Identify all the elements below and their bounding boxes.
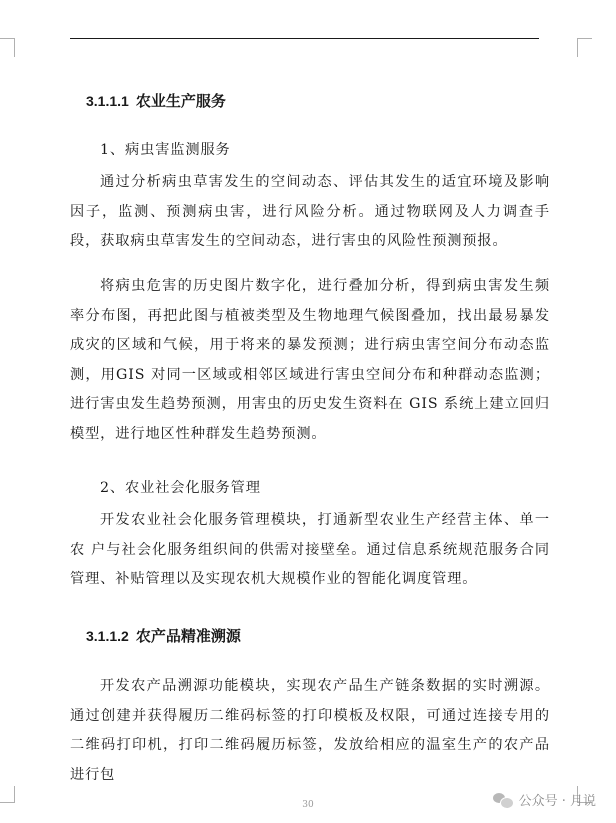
section-title: 农产品精准溯源 [135, 628, 241, 645]
paragraph: 将病虫危害的历史图片数字化，进行叠加分析，得到病虫害发生频率分布图，再把此图与植被类型及生物地理气候图叠加，找出最易暴发成灾的区域和气候，用于将来的暴发预测；进行病虫害空间分布动态监测，用GIS 对同一区域或相邻区域进行害虫空间分布和种群动态监测；进行害虫发生趋势预测，用害虫的历史发生资料在 GIS 系统上建立回归模型，进行地区性种群发生趋势预测。 [70, 278, 550, 442]
page-number: 30 [302, 800, 314, 810]
paragraph: 通过分析病虫草害发生的空间动态、评估其发生的适宜环境及影响因子，监测、预测病虫害，进行风险分析。通过物联网及人力调查手段，获取病虫草害发生的空间动态，进行害虫的风险性预测预报。 [70, 174, 550, 250]
watermark-text: 公众号 · 月说 [518, 794, 596, 809]
paragraph: 开发农业社会化服务管理模块，打通新型农业生产经营主体、单一农 户与社会化服务组织间的供需对接壁垒。通过信息系统规范服务合同管理、补贴管理以及实现农机大规模作业的智能化调度管理。 [70, 512, 550, 588]
watermark [493, 790, 596, 809]
section-heading-3-1-1-2 [86, 625, 241, 646]
section-title: 农业生产服务 [135, 93, 226, 110]
crop-mark-top-left [0, 38, 15, 57]
subsection-heading-social-services: 2、农业社会化服务管理 [100, 480, 261, 496]
crop-mark-top-right [577, 38, 592, 57]
section-heading-3-1-1-1 [86, 90, 226, 111]
paragraph: 开发农产品溯源功能模块，实现农产品生产链条数据的实时溯源。通过创建并获得履历二维码标签的打印模板及权限，可通过连接专用的二维码打印机，打印二维码履历标签，发放给相应的温室生产的农产品进行包 [70, 678, 550, 783]
section-number: 3.1.1.1 [86, 93, 129, 109]
section-number: 3.1.1.2 [86, 628, 129, 644]
subsection-heading-pest-monitoring: 1、病虫害监测服务 [100, 142, 231, 158]
header-rule [70, 38, 539, 39]
wechat-icon [493, 792, 513, 808]
